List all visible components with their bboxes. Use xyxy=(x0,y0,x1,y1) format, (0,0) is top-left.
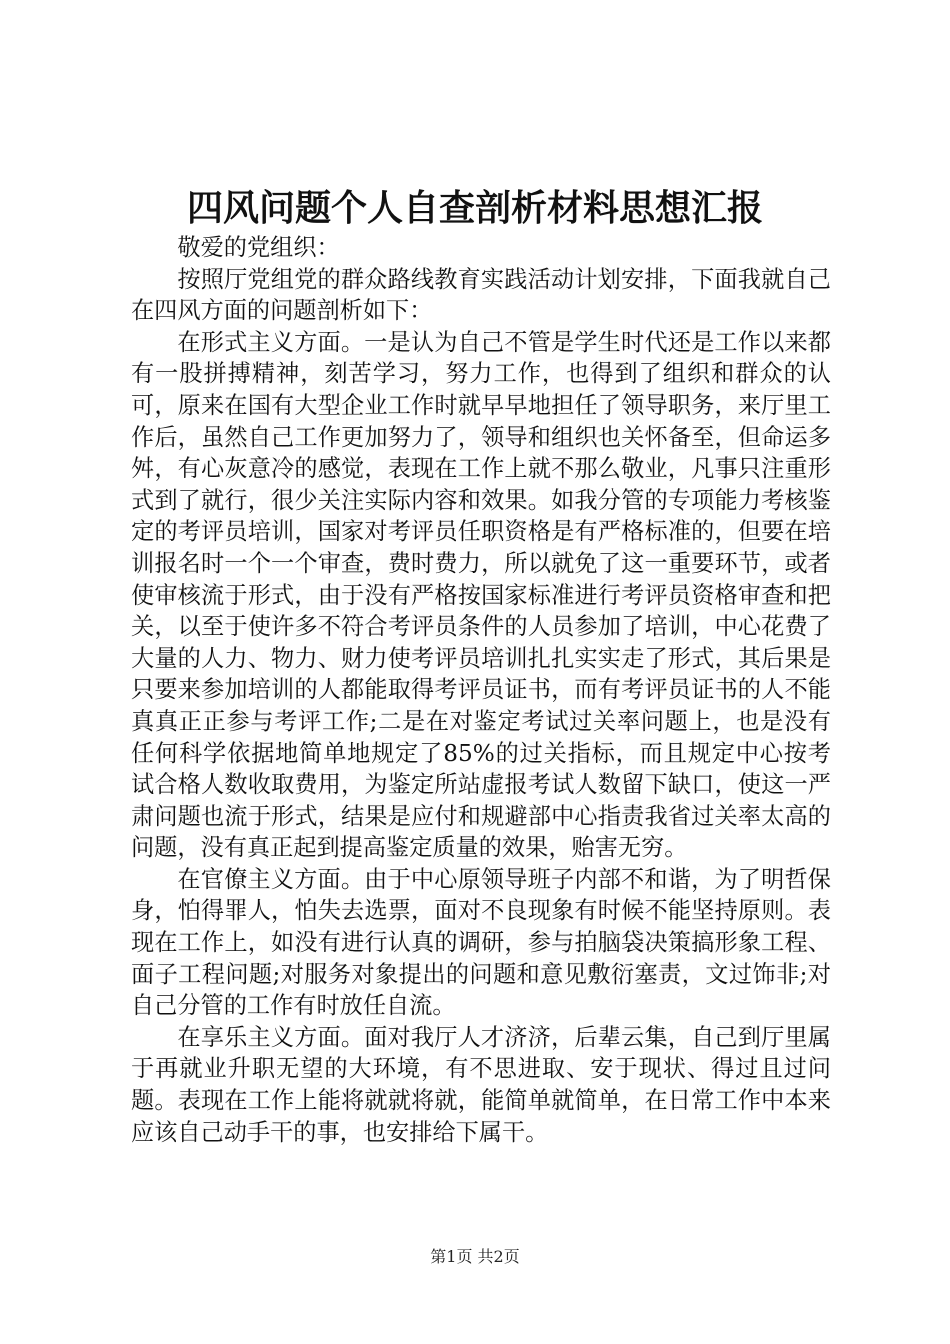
bureaucratism-paragraph: 在官僚主义方面。由于中心原领导班子内部不和谐，为了明哲保身，怕得罪人，怕失去选票，面对不良现象有时候不能坚持原则。表现在工作上，如没有进行认真的调研，参与拍脑袋决策搞形象工程、面子工程问题;对服务对象提出的问题和意见敷衍塞责，文过饰非;对自己分管的工作有时放任自流。 xyxy=(131,865,831,1020)
document-title: 四风问题个人自查剖析材料思想汇报 xyxy=(186,187,763,229)
hedonism-paragraph: 在享乐主义方面。面对我厅人才济济，后辈云集，自己到厅里属于再就业升职无望的大环境，有不思进取、安于现状、得过且过问题。表现在工作上能将就就将就，能简单就简单，在日常工作中本来应该自己动手干的事，也安排给下属干。 xyxy=(131,1023,831,1146)
document-body xyxy=(131,232,831,1148)
salutation-paragraph: 敬爱的党组织： xyxy=(177,234,340,261)
formalism-paragraph: 在形式主义方面。一是认为自己不管是学生时代还是工作以来都有一股拼搏精神，刻苦学习，努力工作，也得到了组织和群众的认可，原来在国有大型企业工作时就早早地担任了领导职务，来厅里工作后，虽然自己工作更加努力了，领导和组织也关怀备至，但命运多舛，有心灰意冷的感觉，表现在工作上就不那么敬业，凡事只注重形式到了就行，很少关注实际内容和效果。如我分管的专项能力考核鉴定的考评员培训，国家对考评员任职资格是有严格标准的，但要在培训报名时一个一个审查，费时费力，所以就免了这一重要环节，或者使审核流于形式，由于没有严格按国家标准进行考评员资格审查和把关，以至于使许多不符合考评员条件的人员参加了培训，中心花费了大量的人力、物力、财力使考评员培训扎扎实实走了形式，其后果是只要来参加培训的人都能取得考评员证书，而有考评员证书的人不能真真正正参与考评工作;二是在对鉴定考试过关率问题上，也是没有任何科学依据地简单地规定了85%的过关指标，而且规定中心按考试合格人数收取费用，为鉴定所站虚报考试人数留下缺口，使这一严肃问题也流于形式，结果是应付和规避部中心指责我省过关率太高的问题，没有真正起到提高鉴定质量的效果，贻害无穷。 xyxy=(131,328,831,862)
intro-paragraph: 按照厅党组党的群众路线教育实践活动计划安排，下面我就自己在四风方面的问题剖析如下： xyxy=(131,265,831,325)
page-number-footer: 第1页 共2页 xyxy=(430,1247,520,1266)
